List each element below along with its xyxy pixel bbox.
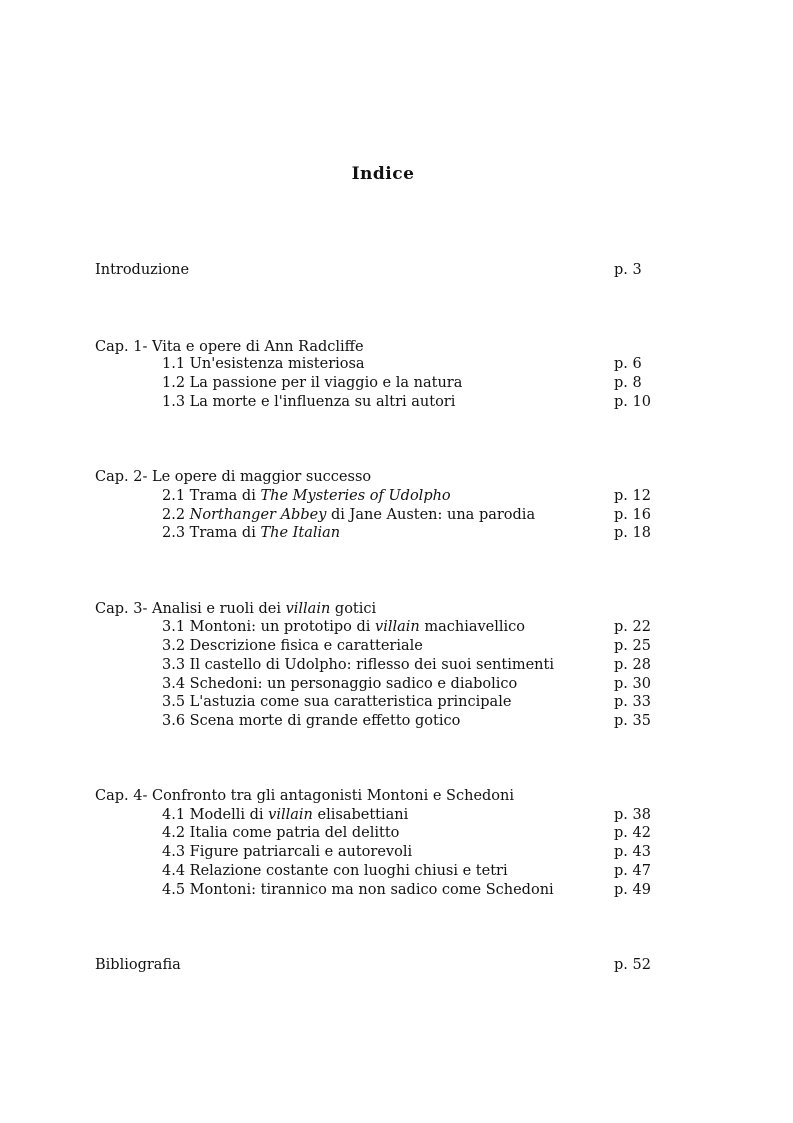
bibliography-page: p. 52 xyxy=(614,957,651,973)
toc-page-3-1: p. 22 xyxy=(614,619,651,635)
toc-entry-3-5: 3.5 L'astuzia come sua caratteristica principale xyxy=(162,694,512,710)
toc-page-4-1: p. 38 xyxy=(614,807,651,823)
toc-page-4-5: p. 49 xyxy=(614,882,651,898)
chapter-1-heading: Cap. 1- Vita e opere di Ann Radcliffe xyxy=(95,339,364,355)
toc-page-2-1: p. 12 xyxy=(614,488,651,504)
toc-entry-2-1: 2.1 Trama di The Mysteries of Udolpho xyxy=(162,488,451,504)
toc-entry-1-2: 1.2 La passione per il viaggio e la natura xyxy=(162,375,463,391)
toc-entry-1-3: 1.3 La morte e l'influenza su altri autori xyxy=(162,394,456,410)
toc-entry-4-1: 4.1 Modelli di villain elisabettiani xyxy=(162,807,409,823)
chapter-3-heading: Cap. 3- Analisi e ruoli dei villain gotici xyxy=(95,601,377,617)
toc-entry-4-4: 4.4 Relazione costante con luoghi chiusi e tetri xyxy=(162,863,508,879)
toc-page-1-2: p. 8 xyxy=(614,375,642,391)
toc-entry-4-3: 4.3 Figure patriarcali e autorevoli xyxy=(162,844,413,860)
toc-page-4-3: p. 43 xyxy=(614,844,651,860)
toc-entry-3-3: 3.3 Il castello di Udolpho: riflesso dei suoi sentimenti xyxy=(162,657,554,673)
toc-entry-1-1: 1.1 Un'esistenza misteriosa xyxy=(162,356,365,372)
toc-page-2-3: p. 18 xyxy=(614,525,651,541)
toc-entry-3-1: 3.1 Montoni: un prototipo di villain machiavellico xyxy=(162,619,526,635)
chapter-2-heading: Cap. 2- Le opere di maggior successo xyxy=(95,469,372,485)
toc-page-4-2: p. 42 xyxy=(614,825,651,841)
bibliography-label: Bibliografia xyxy=(95,957,181,973)
toc-page-2-2: p. 16 xyxy=(614,507,651,523)
toc-entry-3-6: 3.6 Scena morte di grande effetto gotico xyxy=(162,713,461,729)
page-title: Indice xyxy=(351,164,415,184)
toc-page-1-1: p. 6 xyxy=(614,356,642,372)
toc-page-4-4: p. 47 xyxy=(614,863,651,879)
toc-entry-3-4: 3.4 Schedoni: un personaggio sadico e diabolico xyxy=(162,676,518,692)
toc-entry-3-2: 3.2 Descrizione fisica e caratteriale xyxy=(162,638,423,654)
toc-page-1-3: p. 10 xyxy=(614,394,651,410)
toc-page-3-3: p. 28 xyxy=(614,657,651,673)
toc-entry-2-3: 2.3 Trama di The Italian xyxy=(162,525,341,541)
toc-page-3-2: p. 25 xyxy=(614,638,651,654)
toc-entry-2-2: 2.2 Northanger Abbey di Jane Austen: una parodia xyxy=(162,507,536,523)
intro-page: p. 3 xyxy=(614,262,642,278)
toc-page-3-4: p. 30 xyxy=(614,676,651,692)
toc-entry-4-2: 4.2 Italia come patria del delitto xyxy=(162,825,400,841)
toc-entry-4-5: 4.5 Montoni: tirannico ma non sadico come Schedoni xyxy=(162,882,554,898)
intro-label: Introduzione xyxy=(95,262,190,278)
toc-page-3-6: p. 35 xyxy=(614,713,651,729)
toc-page-3-5: p. 33 xyxy=(614,694,651,710)
chapter-4-heading: Cap. 4- Confronto tra gli antagonisti Montoni e Schedoni xyxy=(95,788,515,804)
